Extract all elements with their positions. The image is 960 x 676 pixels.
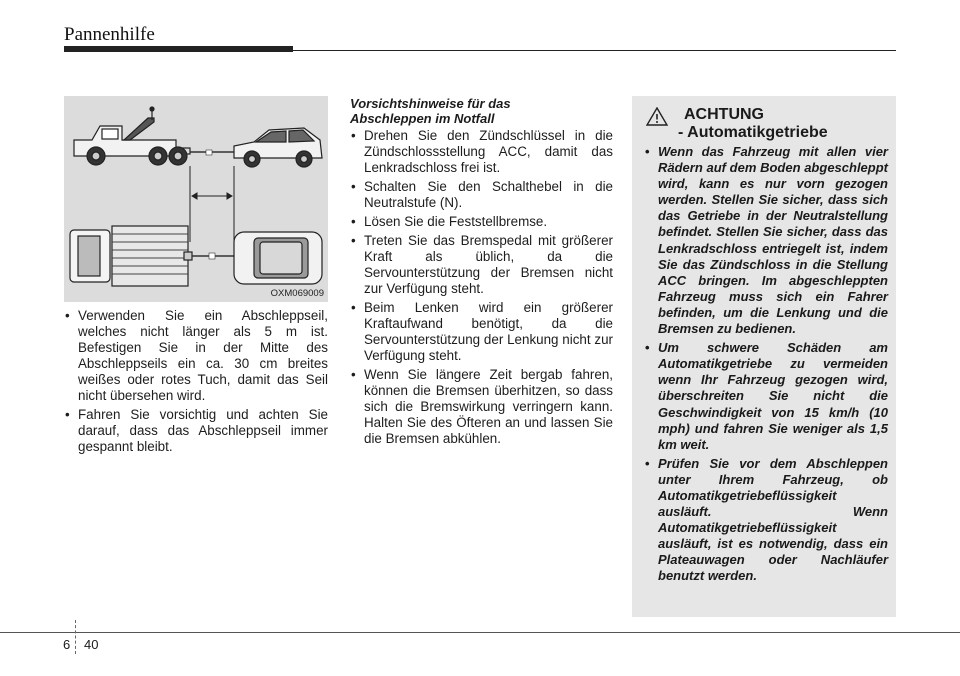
section-heading	[350, 96, 613, 126]
list-item: • Drehen Sie den Zündschlüssel in die Zündschlossstellung ACC, damit das Lenkradschloss frei ist.	[350, 128, 613, 176]
towing-illustration	[64, 96, 328, 302]
figure-code: OXM069009	[270, 288, 324, 299]
chapter-number: 6	[63, 637, 71, 652]
emergency-towing-precautions	[350, 128, 613, 447]
list-item: • Wenn das Fahrzeug mit allen vier Rädern auf dem Boden abgeschleppt wird, kann es nur vorn gezogen werden. Stellen Sie sicher, dass sich das Getriebe in der Neutralstellung befindet. Stellen Sie sicher, dass das Lenkradschloss entriegelt ist, indem Sie das Zündschloss in die Stellung ACC bringen. Im abgeschleppten Fahrzeug muss sich ein Fahrer befinden, um die Lenkung und die Bremsen zu bedienen.	[644, 144, 888, 337]
footer-rule	[0, 632, 960, 633]
list-item: • Beim Lenken wird ein größerer Kraftaufwand benötigt, da die Servounterstützung der Lenkung nicht zur Verfügung steht.	[350, 300, 613, 364]
warning-list	[644, 144, 888, 588]
page-header-title: Pannenhilfe	[64, 24, 155, 45]
tow-truck-side	[74, 107, 190, 165]
tow-truck-top	[70, 226, 192, 286]
footer-divider	[75, 620, 76, 654]
list-item: • Lösen Sie die Feststellbremse.	[350, 214, 613, 230]
list-item: • Wenn Sie längere Zeit bergab fahren, können die Bremsen überhitzen, so dass sich die Bremswirkung verringern kann. Halten Sie des Öfteren an und lassen Sie die Bremsen abkühlen.	[350, 367, 613, 447]
warning-triangle-icon	[646, 107, 668, 126]
list-item: • Treten Sie das Bremspedal mit größerer Kraft als üblich, da die Servounterstützung der Bremsen nicht zur Verfügung steht.	[350, 233, 613, 297]
section-heading-line: Abschleppen im Notfall	[350, 111, 495, 126]
suv-top	[234, 232, 322, 284]
page-number: 40	[84, 637, 99, 652]
list-item: • Schalten Sie den Schalthebel in die Neutralstufe (N).	[350, 179, 613, 211]
warning-box	[632, 96, 896, 617]
suv-side	[234, 128, 322, 167]
middle-column	[350, 96, 613, 450]
warning-title: ACHTUNG	[684, 106, 764, 123]
distance-marker	[190, 166, 234, 242]
list-item: • Prüfen Sie vor dem Abschleppen unter Ihrem Fahrzeug, ob Automatikgetriebeflüssigkeit ausläuft. Wenn Automatikgetriebeflüssigkeit ausläuft, ist es notwendig, dass ein Plateauwagen oder Nachläufer benutzt werden.	[644, 456, 888, 585]
warning-subtitle: - Automatikgetriebe	[678, 124, 828, 141]
section-heading-line: Vorsichtshinweise für das	[350, 96, 511, 111]
towing-rope-instructions	[64, 308, 328, 455]
left-column	[64, 308, 328, 458]
list-item: • Verwenden Sie ein Abschleppseil, welches nicht länger als 5 m ist. Befestigen Sie in der Mitte des Abschleppseils ein ca. 30 cm breites weißes oder rotes Tuch, damit das Seil nicht übersehen wird.	[64, 308, 328, 404]
towing-diagram	[64, 96, 328, 302]
list-item: • Um schwere Schäden am Automatikgetriebe zu vermeiden wenn Ihr Fahrzeug gezogen wird, überschreiten Sie nicht die Geschwindigkeit von 15 km/h (10 mph) und fahren Sie weniger als 1,5 km weit.	[644, 340, 888, 453]
header-rule-accent	[64, 46, 293, 52]
list-item: • Fahren Sie vorsichtig und achten Sie darauf, dass das Abschleppseil immer gespannt bleibt.	[64, 407, 328, 455]
